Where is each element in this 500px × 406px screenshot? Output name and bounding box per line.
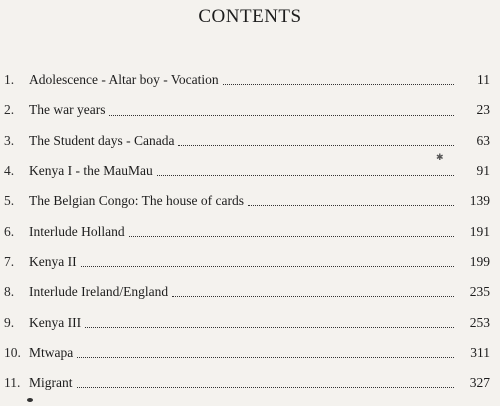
entry-number: 6. [4,223,15,239]
toc-entry[interactable] [0,216,500,246]
entry-number: 7. [4,253,15,269]
entry-number: 8. [4,284,15,300]
entry-number: 2. [4,102,15,118]
entry-title: Kenya II [29,253,77,269]
dot-leader [248,205,454,206]
entry-title: Mtwapa [29,344,74,360]
entry-number: 4. [4,163,15,179]
entry-page: 235 [469,284,490,300]
entry-title: The war years [29,102,106,118]
entry-page: 23 [476,102,490,118]
toc-entry[interactable] [0,65,500,95]
entry-page: 311 [470,344,490,360]
entry-title: Interlude Holland [29,223,125,239]
entry-title: Adolescence - Altar boy - Vocation [29,72,219,88]
toc-entry[interactable] [0,368,500,398]
dot-leader [129,236,454,237]
entry-page: 199 [469,253,490,269]
entry-page: 191 [469,223,490,239]
toc-entry[interactable] [0,156,500,186]
dot-leader [109,115,454,116]
entry-page: 63 [476,132,490,148]
entry-number: 10. [4,344,21,360]
entry-title: The Belgian Congo: The house of cards [29,193,244,209]
dot-leader [172,296,454,297]
dot-leader [223,84,454,85]
dot-leader [77,357,454,358]
dot-leader [85,327,454,328]
entry-page: 327 [469,375,490,391]
entry-number: 5. [4,193,15,209]
ink-smudge [27,398,33,402]
toc-entry[interactable] [0,307,500,337]
toc-entry[interactable] [0,126,500,156]
dot-leader [178,145,454,146]
entry-page: 91 [476,163,490,179]
dot-leader [77,387,455,388]
entry-title: Kenya I - the MauMau [29,163,153,179]
entry-title: Interlude Ireland/England [29,284,169,300]
entry-number: 1. [4,72,15,88]
entry-page: 11 [477,72,490,88]
entry-title: Kenya III [29,314,82,330]
toc-entry[interactable] [0,338,500,368]
ink-mark: ✱ [436,152,444,162]
entry-title: The Student days - Canada [29,132,175,148]
toc-entry[interactable] [0,277,500,307]
entry-title: Migrant [29,375,73,391]
entry-page: 253 [469,314,490,330]
toc-entry[interactable] [0,186,500,216]
entry-number: 11. [4,375,21,391]
entry-page: 139 [469,193,490,209]
toc-entry[interactable] [0,95,500,125]
dot-leader [81,266,454,267]
entry-number: 3. [4,132,15,148]
dot-leader [157,175,454,176]
entry-number: 9. [4,314,15,330]
page-title: CONTENTS [198,6,302,27]
toc-entry[interactable] [0,247,500,277]
table-of-contents [0,65,500,398]
